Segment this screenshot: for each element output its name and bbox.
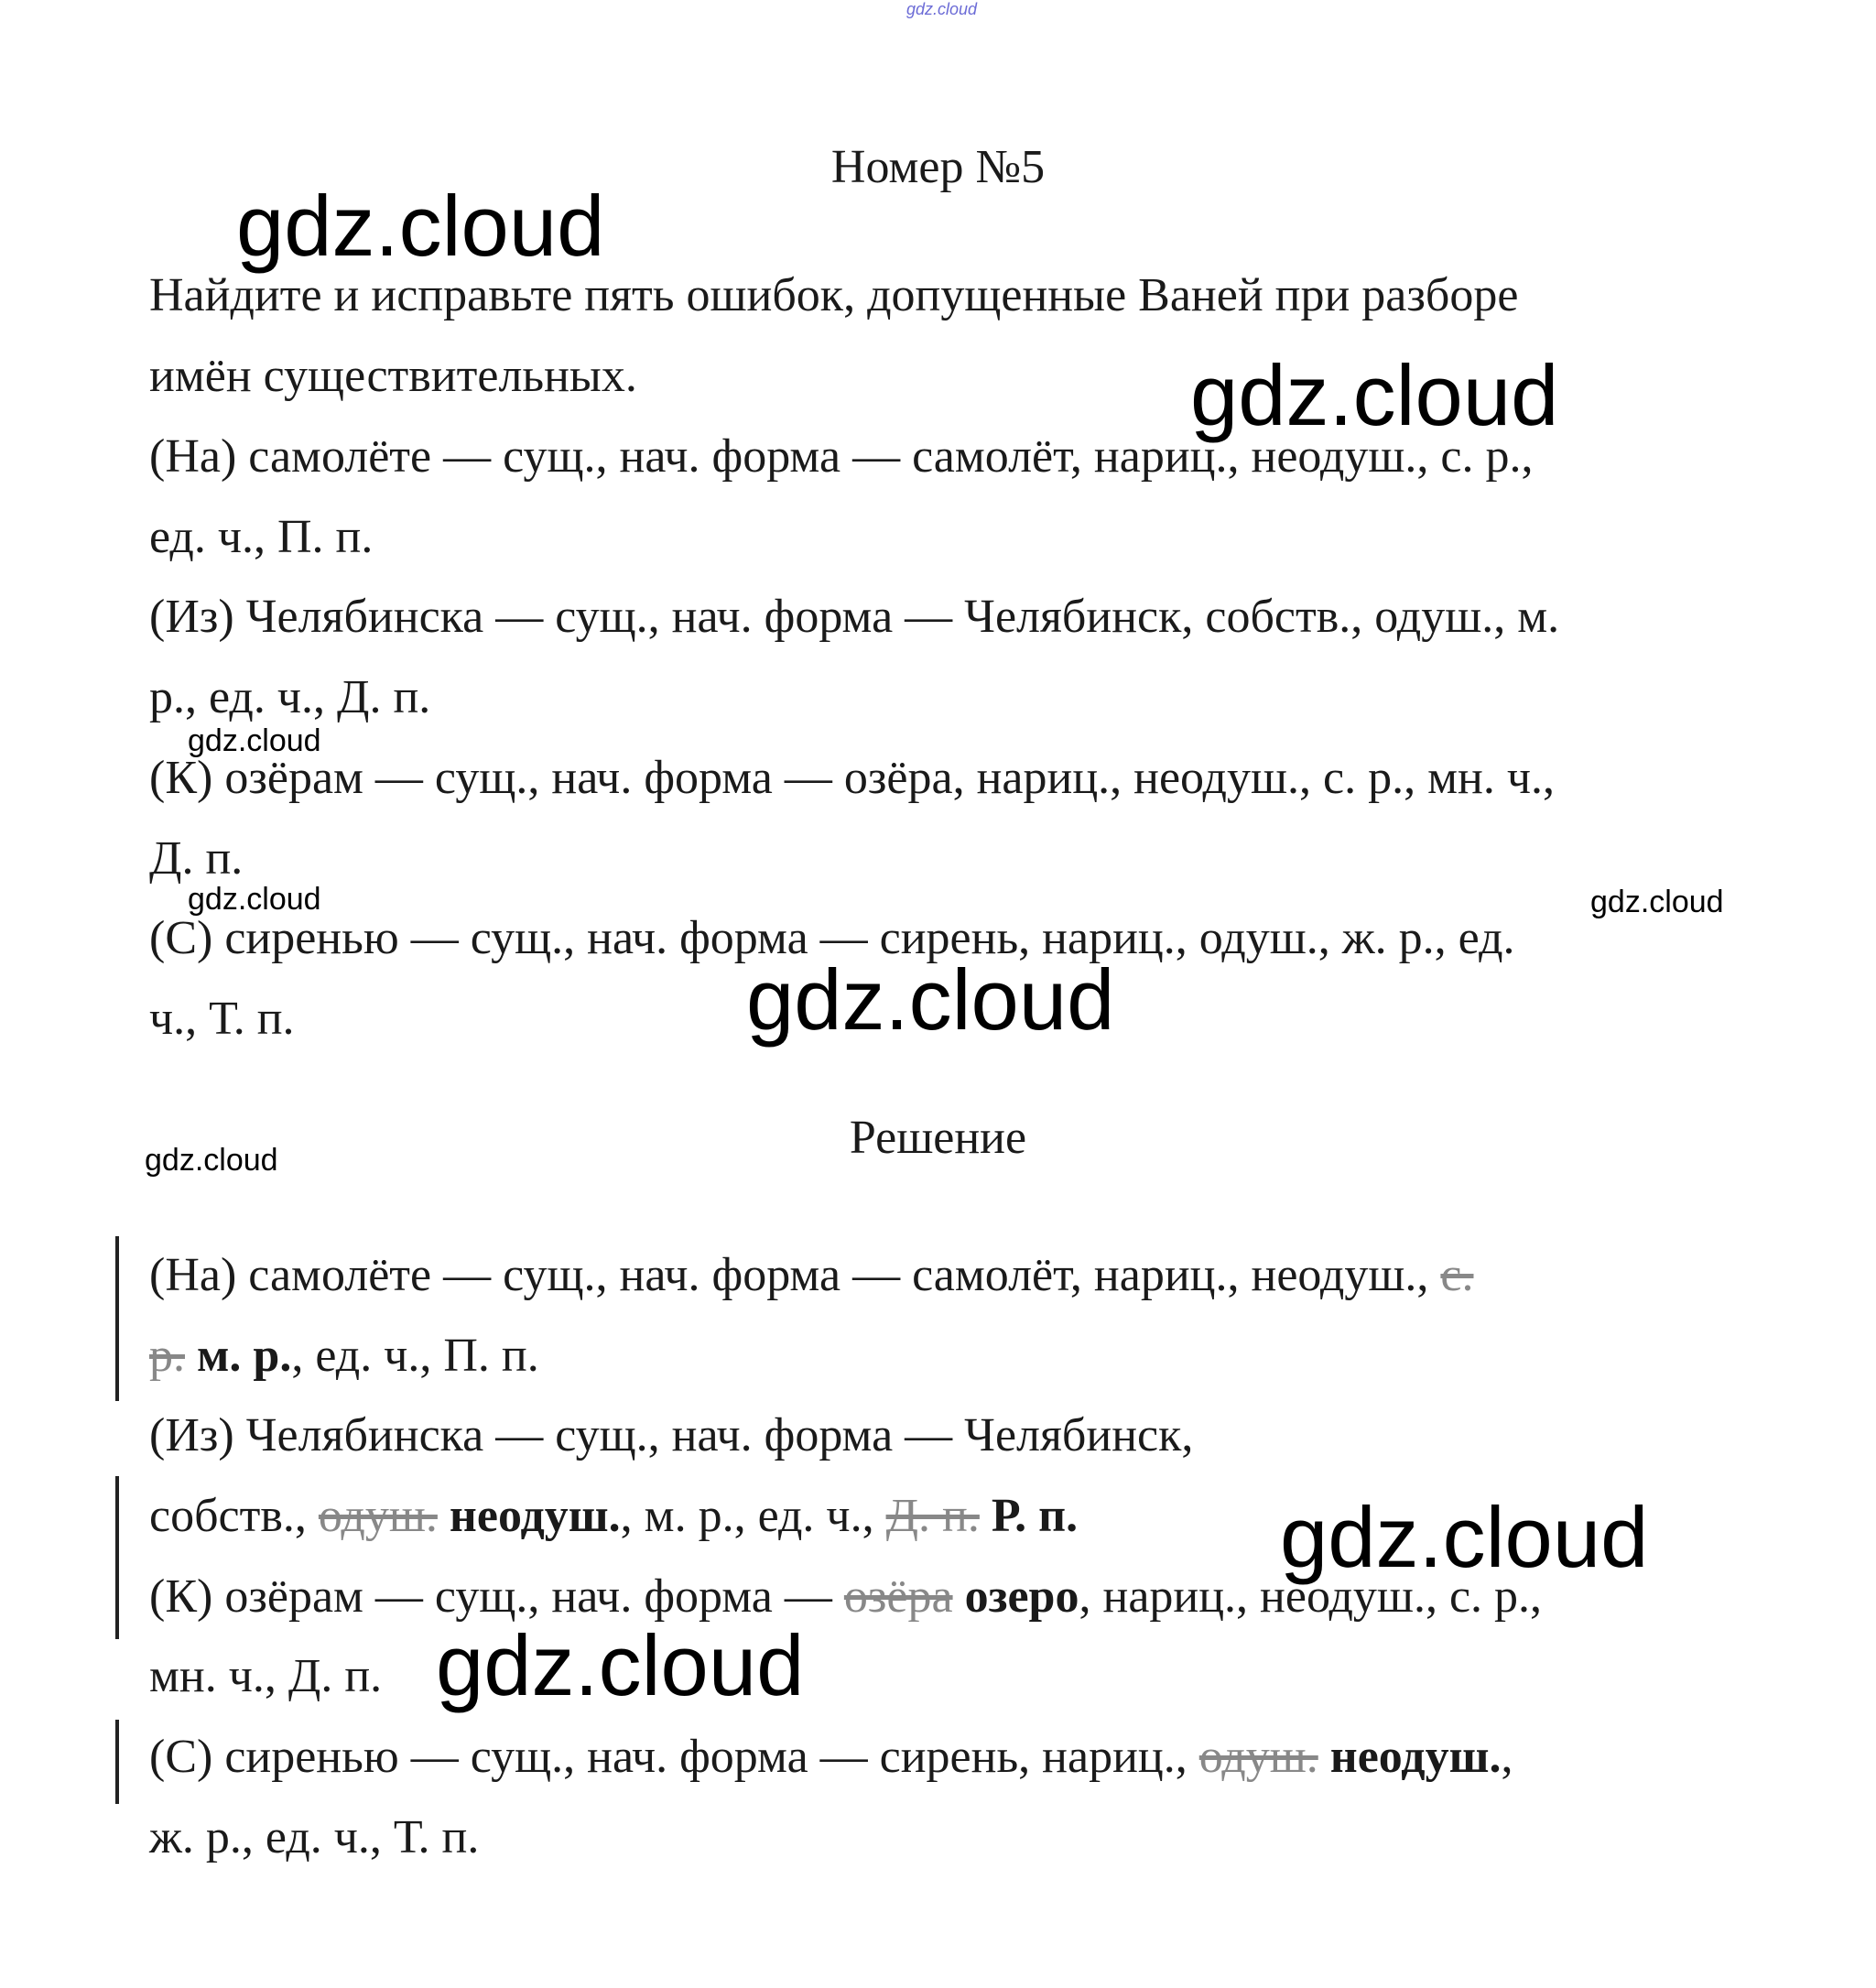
watermark-small: gdz.cloud (188, 882, 321, 917)
solution-text: (С) сиренью — сущ., нач. форма — сирень, нариц., (149, 1731, 1199, 1783)
task-line-6: р., ед. ч., Д. п. (149, 671, 431, 723)
margin-bar-1 (115, 1236, 119, 1401)
watermark-large: gdz.cloud (236, 178, 605, 274)
correction: Р. п. (979, 1490, 1079, 1542)
watermark-small: gdz.cloud (1590, 885, 1724, 919)
correction: неодуш. (1318, 1731, 1502, 1783)
solution-text: (На) самолёте — сущ., нач. форма — самолёт, нариц., неодуш., (149, 1249, 1441, 1301)
solution-line-7 (149, 1725, 1513, 1789)
struck-error: Д. п. (885, 1490, 980, 1542)
solution-text: , ед. ч., П. п. (291, 1330, 539, 1382)
task-line-1: Найдите и исправьте пять ошибок, допущенные Ваней при разборе (149, 269, 1519, 321)
solution-line-3: (Из) Челябинска — сущ., нач. форма — Челябинск, (149, 1409, 1194, 1461)
solution-text: , м. р., ед. ч., (620, 1490, 886, 1542)
solution-title: Решение (849, 1112, 1027, 1164)
watermark-large: gdz.cloud (746, 951, 1115, 1048)
correction: неодуш. (437, 1490, 621, 1542)
watermark-large: gdz.cloud (436, 1617, 805, 1713)
struck-error: р. (149, 1330, 185, 1382)
task-line-3: (На) самолёте — сущ., нач. форма — самолёт, нариц., неодуш., с. р., (149, 430, 1534, 483)
solution-line-8: ж. р., ед. ч., Т. п. (149, 1811, 480, 1863)
struck-error: одуш. (318, 1490, 438, 1542)
task-line-2: имён существительных. (149, 350, 637, 402)
solution-line-4 (149, 1484, 1078, 1548)
watermark-large: gdz.cloud (1190, 347, 1559, 443)
margin-bar-2 (115, 1476, 119, 1639)
solution-text: (К) озёрам — сущ., нач. форма — (149, 1570, 844, 1623)
solution-text: собств., (149, 1490, 319, 1542)
solution-text: , нариц., неодуш., с. р., (1079, 1570, 1543, 1623)
page-title: Номер №5 (830, 141, 1046, 193)
watermark-large: gdz.cloud (1280, 1489, 1649, 1585)
struck-error: одуш. (1198, 1731, 1318, 1783)
top-watermark: gdz.cloud (906, 0, 978, 18)
task-line-4: ед. ч., П. п. (149, 511, 374, 563)
task-line-8: Д. п. (149, 832, 244, 885)
solution-line-2 (149, 1324, 539, 1388)
correction: м. р. (185, 1330, 292, 1382)
struck-error: с. (1440, 1249, 1474, 1301)
watermark-small: gdz.cloud (188, 723, 321, 758)
solution-line-1 (149, 1244, 1474, 1308)
task-line-9: (С) сиренью — сущ., нач. форма — сирень, нариц., одуш., ж. р., ед. (149, 912, 1515, 964)
watermark-small: gdz.cloud (145, 1143, 278, 1178)
solution-text: , (1501, 1731, 1513, 1783)
margin-bar-3 (115, 1720, 119, 1804)
task-line-10: ч., Т. п. (149, 993, 295, 1045)
struck-error: озёра (843, 1570, 953, 1623)
solution-line-6: мн. ч., Д. п. (149, 1650, 383, 1702)
task-line-5: (Из) Челябинска — сущ., нач. форма — Челябинск, собств., одуш., м. (149, 591, 1560, 643)
correction: озеро (952, 1570, 1079, 1623)
task-line-7: (К) озёрам — сущ., нач. форма — озёра, нариц., неодуш., с. р., мн. ч., (149, 752, 1556, 804)
